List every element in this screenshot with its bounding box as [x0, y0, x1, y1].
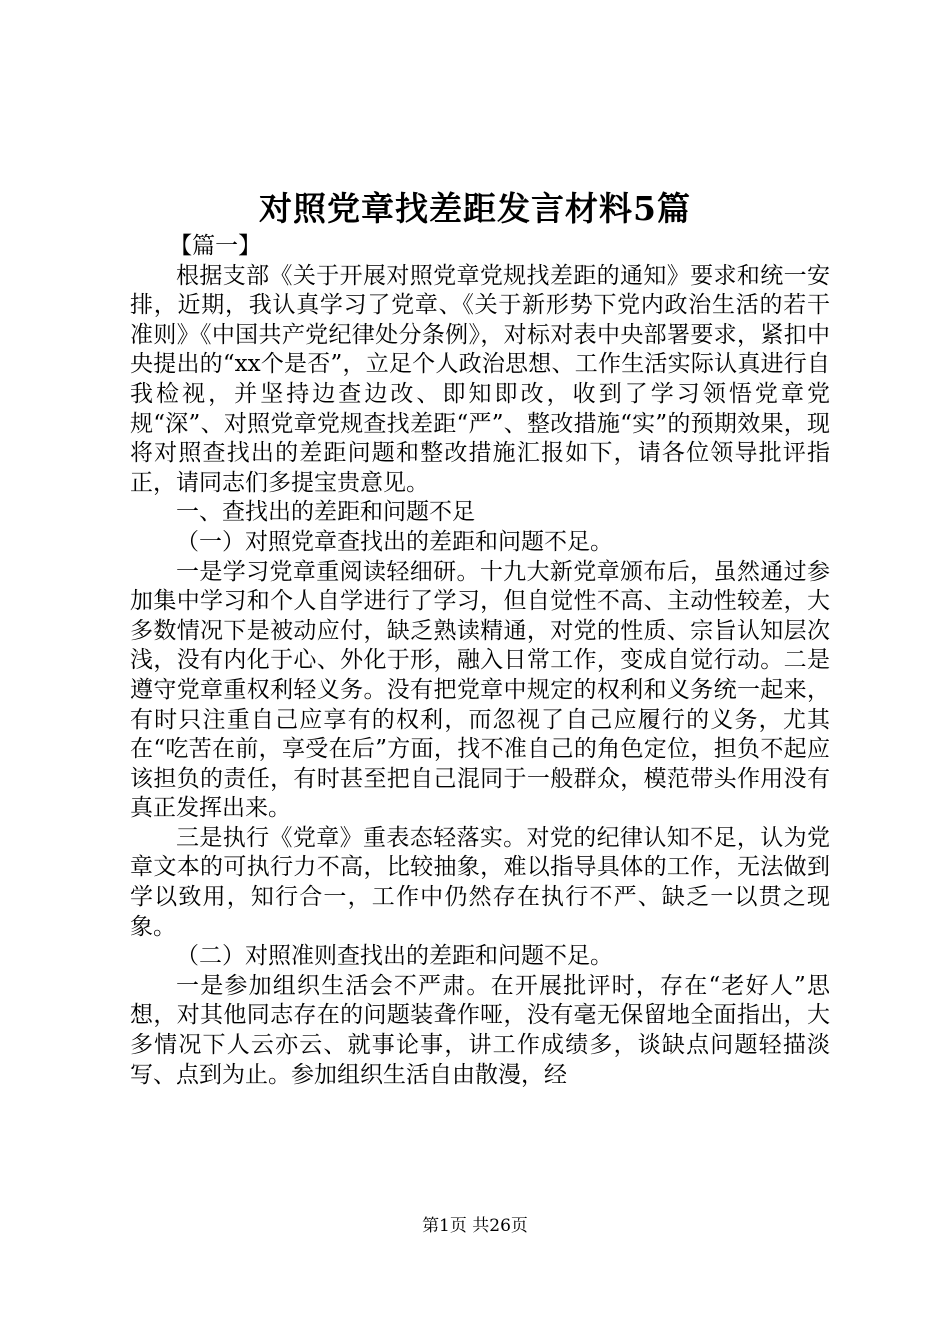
subheading-guidelines: （二）对照准则查找出的差距和问题不足。 [176, 943, 613, 970]
document-title: 对照党章找差距发言材料5篇 [259, 189, 691, 228]
section-label: 【篇一】 [169, 233, 262, 259]
subheading-party-constitution: （一）对照党章查找出的差距和问题不足。 [176, 528, 613, 555]
paragraph-organization-life: 一是参加组织生活会不严肃。在开展批评时，存在“老好人”思想，对其他同志存在的问题装聋作哑，没有毫无保留地全面指出，大多情况下人云亦云、就事论事，讲工作成绩多，谈缺点问题轻描淡写、点到为止。参加组织生活自由散漫，经 [130, 972, 830, 1088]
paragraph-constitution-implementation: 三是执行《党章》重表态轻落实。对党的纪律认知不足，认为党章文本的可执行力不高，比较抽象，难以指导具体的工作，无法做到学以致用，知行合一，工作中仍然存在执行不严、缺乏一以贯之现象。 [130, 824, 830, 940]
page-footer: 第1页 共26页 [422, 1216, 528, 1236]
paragraph-constitution-issues: 一是学习党章重阅读轻细研。十九大新党章颁布后，虽然通过参加集中学习和个人自学进行了学习，但自觉性不高、主动性较差，大多数情况下是被动应付，缺乏熟读精通，对党的性质、宗旨认知层次浅，没有内化于心、外化于形，融入日常工作，变成自觉行动。二是遵守党章重权利轻义务。没有把党章中规定的权利和义务统一起来，有时只注重自己应享有的权利，而忽视了自己应履行的义务，尤其在“吃苦在前，享受在后”方面，找不准自己的角色定位，担负不起应该担负的责任，有时甚至把自己混同于一般群众，模范带头作用没有真正发挥出来。 [130, 558, 830, 822]
heading-section-one: 一、查找出的差距和问题不足 [176, 499, 475, 526]
paragraph-intro: 根据支部《关于开展对照党章党规找差距的通知》要求和统一安排，近期，我认真学习了党章、《关于新形势下党内政治生活的若干准则》《中国共产党纪律处分条例》，对标对表中央部署要求，紧扣中央提出的“xx个是否”，立足个人政治思想、工作生活实际认真进行自我检视，并坚持边查边改、即知即改，收到了学习领悟党章党规“深”、对照党章党规查找差距“严”、整改措施“实”的预期效果，现将对照查找出的差距问题和整改措施汇报如下，请各位领导批评指正，请同志们多提宝贵意见。 [130, 262, 830, 496]
document-body [130, 232, 830, 1090]
